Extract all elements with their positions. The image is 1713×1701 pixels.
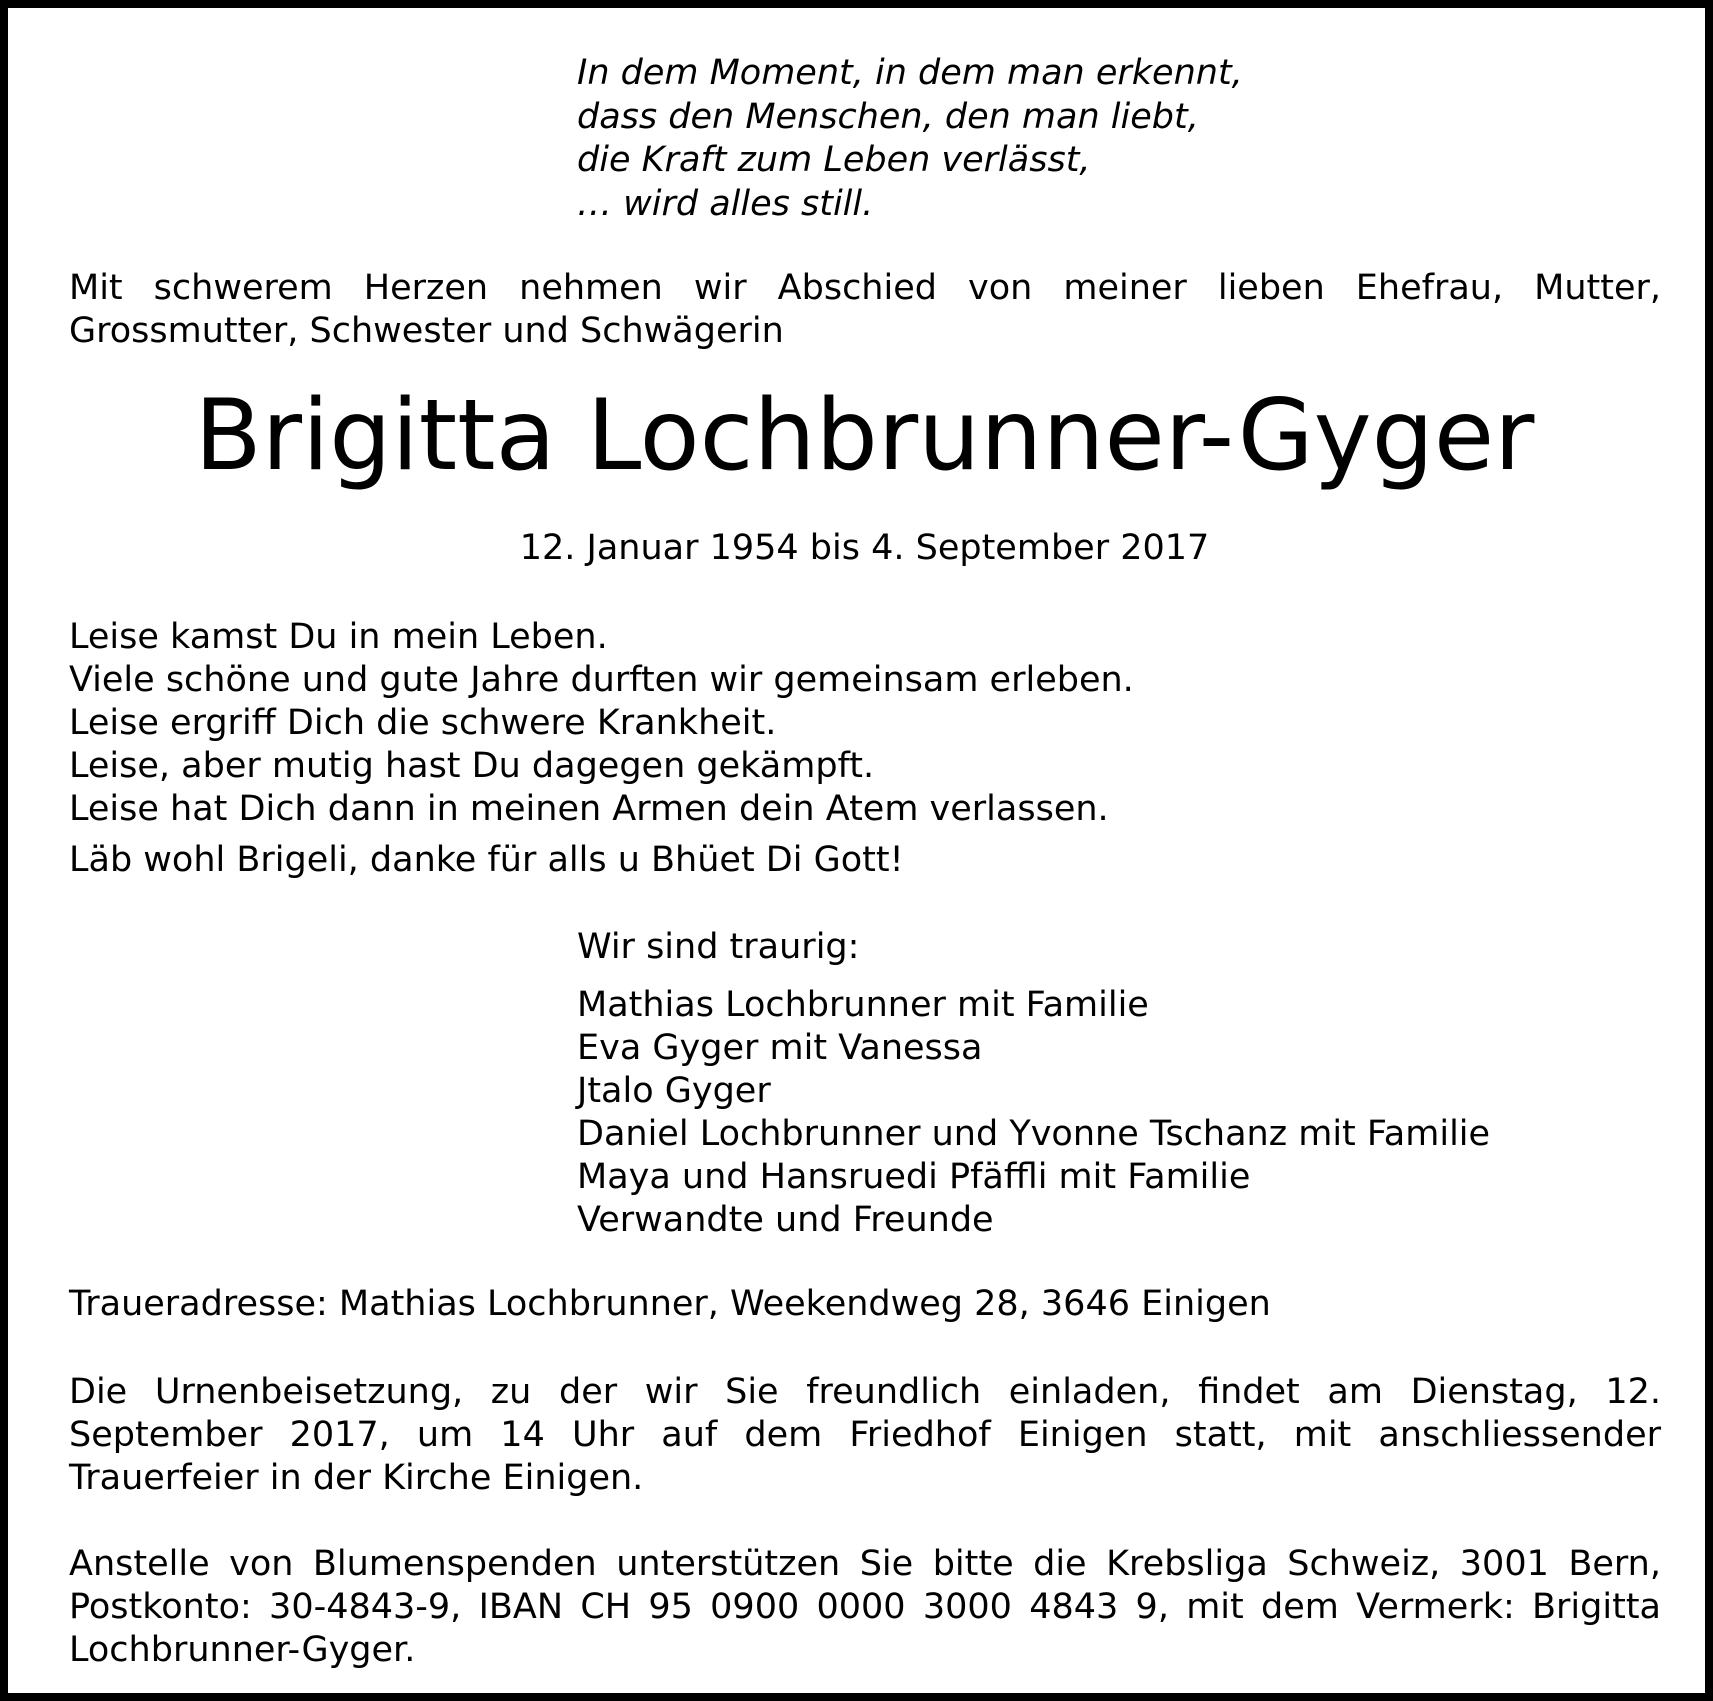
mourner-item: Daniel Lochbrunner und Yvonne Tschanz mit Familie (577, 1114, 1491, 1154)
mourner-item: Verwandte und Freunde (577, 1200, 994, 1240)
quote-line: In dem Moment, in dem man erkennt, (577, 53, 1243, 93)
poem (69, 616, 1134, 831)
poem-line: Viele schöne und gute Jahre durften wir gemeinsam erleben. (69, 660, 1134, 700)
mourner-item: Eva Gyger mit Vanessa (577, 1028, 983, 1068)
quote-line: … wird alles still. (577, 183, 874, 224)
poem-line: Leise, aber mutig hast Du dagegen gekämpft. (69, 746, 875, 786)
mourner-item: Maya und Hansruedi Pfäffli mit Familie (577, 1157, 1251, 1197)
mourners-heading: Wir sind traurig: (577, 927, 860, 967)
mourner-item: Jtalo Gyger (577, 1071, 771, 1111)
burial-info: Die Urnenbeisetzung, zu der wir Sie freundlich einladen, findet am Dienstag, 12. September 2017, um 14 Uhr auf dem Friedhof Einigen statt, mit anschliessender Trauerfeier in der Kirche Einigen. (69, 1372, 1661, 1498)
quote-line: die Kraft zum Leben verlässt, (577, 140, 1091, 180)
poem-line: Leise hat Dich dann in meinen Armen dein Atem verlassen. (69, 789, 1109, 829)
deceased-name: Brigitta Lochbrunner-Gyger (194, 379, 1535, 493)
poem-line: Leise ergriff Dich die schwere Krankheit. (69, 703, 777, 743)
farewell-line: Läb wohl Brigeli, danke für alls u Bhüet Di Gott! (69, 840, 904, 880)
mourners-list (577, 984, 1490, 1242)
intro-text: Mit schwerem Herzen nehmen wir Abschied von meiner lieben Ehefrau, Mutter, Grossmutter, Schwester und Schwägerin (69, 268, 1661, 351)
mourning-address: Traueradresse: Mathias Lochbrunner, Weekendweg 28, 3646 Einigen (69, 1284, 1271, 1324)
poem-line: Leise kamst Du in mein Leben. (69, 617, 608, 657)
quote-line: dass den Menschen, den man liebt, (577, 96, 1199, 137)
life-dates: 12. Januar 1954 bis 4. September 2017 (519, 528, 1210, 568)
opening-quote (577, 52, 1243, 226)
donation-info: Anstelle von Blumenspenden unterstützen Sie bitte die Krebsliga Schweiz, 3001 Bern, Postkonto: 30-4843-9, IBAN CH 95 0900 0000 3000 4843 9, mit dem Vermerk: Brigitta Lochbrunner-Gyger. (69, 1544, 1661, 1670)
mourner-item: Mathias Lochbrunner mit Familie (577, 985, 1149, 1025)
